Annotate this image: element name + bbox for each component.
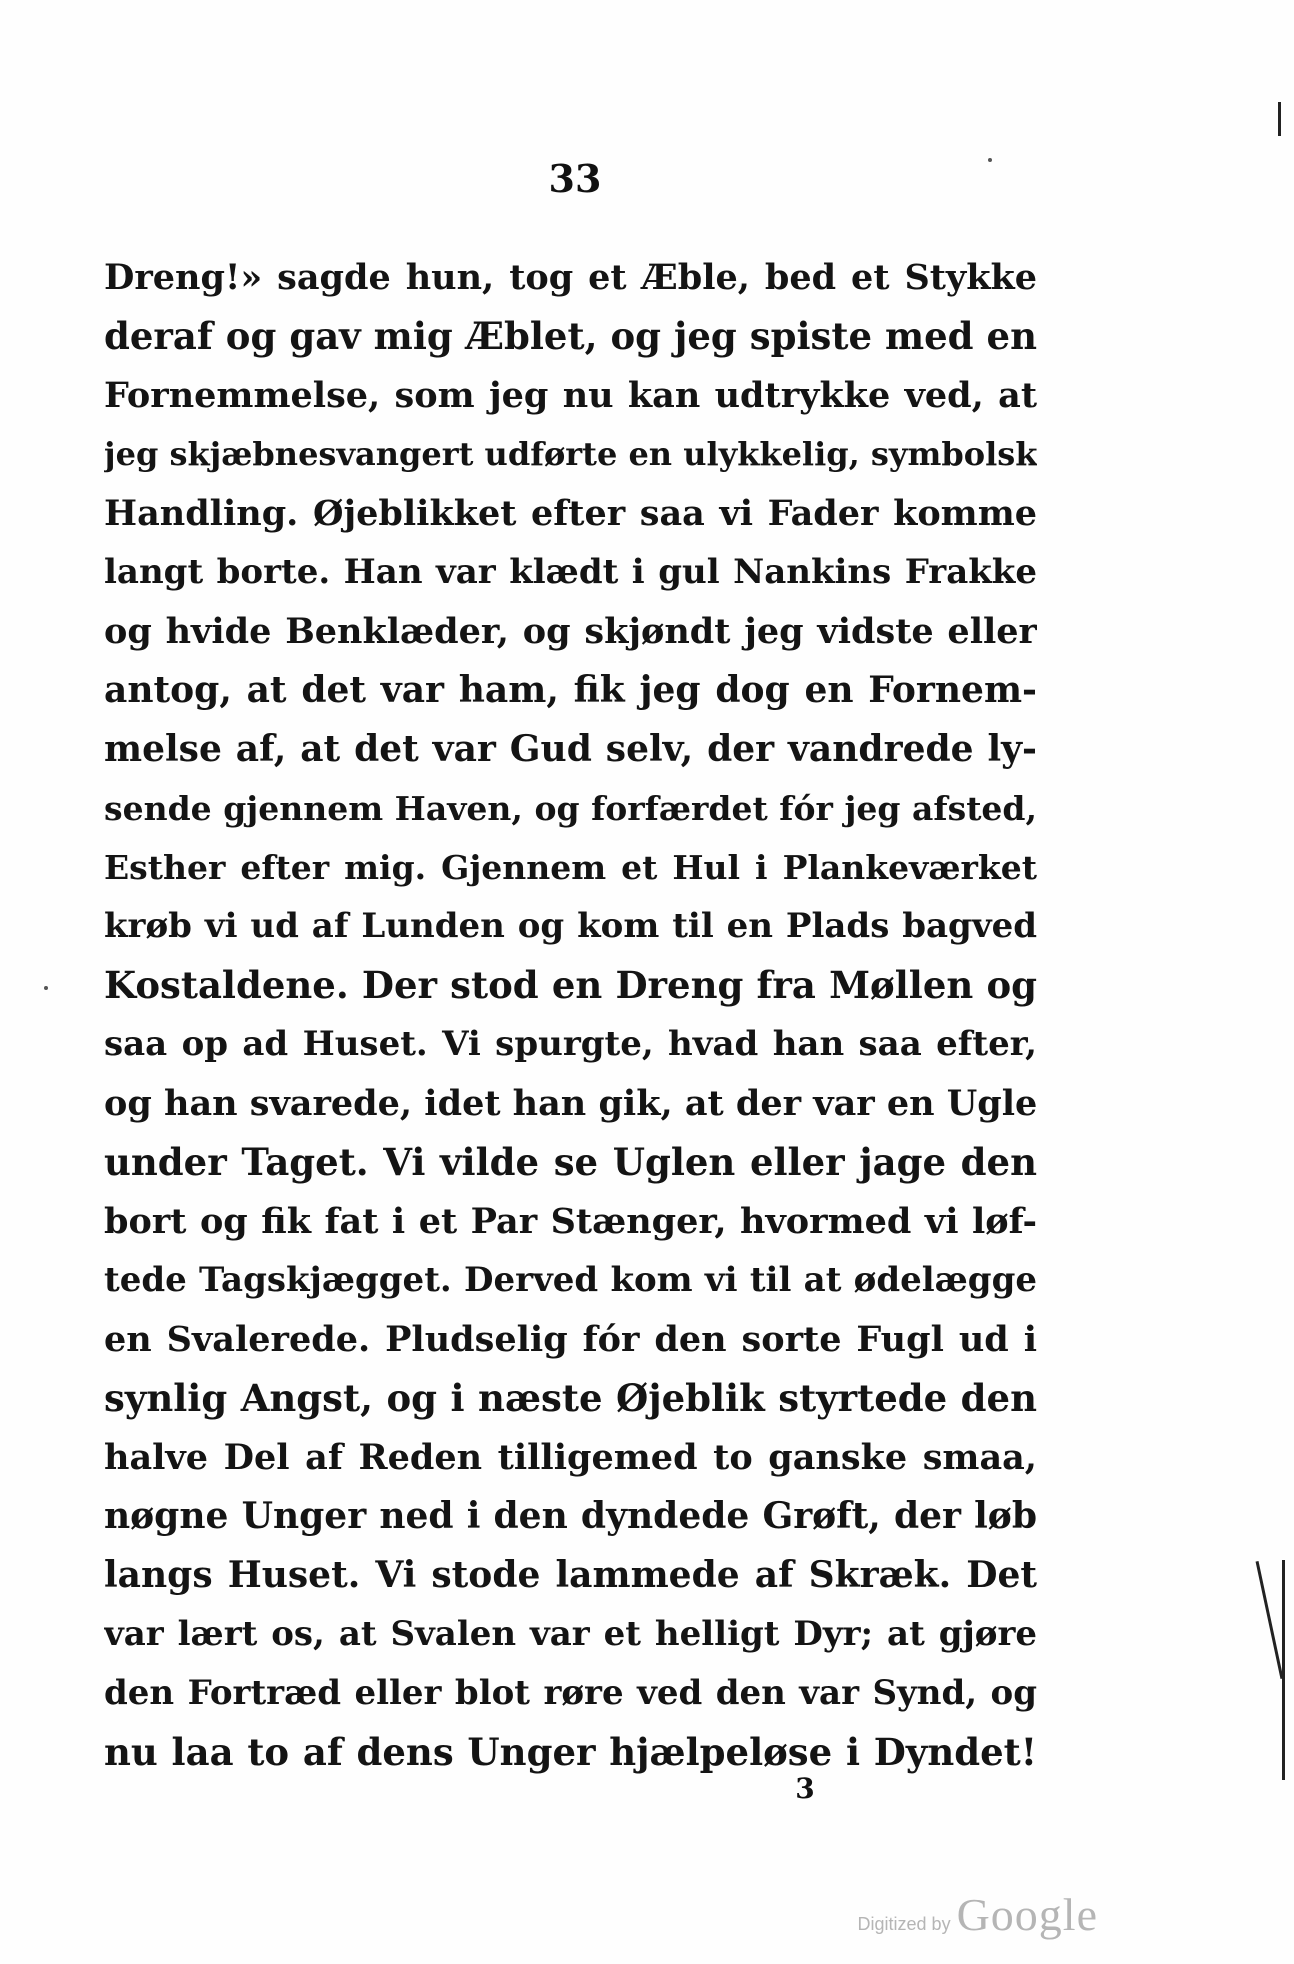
text-line: nu laa to af dens Unger hjælpeløse i Dyndet!	[104, 1730, 1037, 1774]
text-line: melse af, at det var Gud selv, der vandrede ly-	[104, 728, 1037, 770]
text-line: den Fortræd eller blot røre ved den var Synd, og	[104, 1673, 1037, 1713]
margin-scan-mark	[1278, 102, 1281, 136]
text-line: nøgne Unger ned i den dyndede Grøft, der løb	[104, 1495, 1037, 1537]
text-line: Esther efter mig. Gjennem et Hul i Plankeværket	[104, 848, 1037, 887]
text-line: halve Del af Reden tilligemed to ganske smaa,	[104, 1437, 1037, 1478]
body-text	[104, 248, 1037, 1782]
text-line: sende gjennem Haven, og forfærdet fór jeg afsted,	[104, 789, 1037, 828]
page-number: 33	[548, 156, 602, 201]
text-line: langt borte. Han var klædt i gul Nankins Frakke	[104, 552, 1037, 592]
text-line: og han svarede, idet han gik, at der var en Ugle	[104, 1083, 1037, 1124]
text-line: deraf og gav mig Æblet, og jeg spiste med en	[104, 314, 1037, 358]
watermark-brand: Google	[956, 1889, 1098, 1940]
text-line: og hvide Benklæder, og skjøndt jeg vidste eller	[104, 611, 1037, 652]
text-line: saa op ad Huset. Vi spurgte, hvad han saa efter,	[104, 1024, 1037, 1064]
text-line: Handling. Øjeblikket efter saa vi Fader komme	[104, 493, 1037, 534]
signature-mark: 3	[795, 1772, 815, 1805]
text-line: antog, at det var ham, fik jeg dog en Fornem-	[104, 669, 1037, 711]
text-line: Dreng!» sagde hun, tog et Æble, bed et Stykke	[104, 257, 1037, 298]
text-line: Kostaldene. Der stod en Dreng fra Møllen og	[104, 963, 1037, 1007]
text-line: var lært os, at Svalen var et helligt Dyr; at gjøre	[104, 1614, 1037, 1654]
margin-scan-mark	[1282, 1560, 1285, 1780]
text-line: under Taget. Vi vilde se Uglen eller jage den	[104, 1140, 1037, 1184]
text-line: jeg skjæbnesvangert udførte en ulykkelig, symbolsk	[104, 435, 1037, 473]
text-line: tede Tagskjægget. Derved kom vi til at ødelægge	[104, 1260, 1037, 1300]
text-line: en Svalerede. Pludselig fór den sorte Fugl ud i	[104, 1319, 1037, 1360]
text-line: synlig Angst, og i næste Øjeblik styrtede den	[104, 1376, 1037, 1420]
text-line: Fornemmelse, som jeg nu kan udtrykke ved, at	[104, 375, 1037, 416]
scan-speck	[988, 158, 992, 162]
digitized-watermark	[858, 1888, 1098, 1941]
margin-scan-mark	[1256, 1561, 1284, 1679]
scan-speck	[44, 986, 48, 990]
watermark-prefix: Digitized by	[857, 1914, 951, 1934]
text-line: langs Huset. Vi stode lammede af Skræk. Det	[104, 1554, 1037, 1596]
text-line: krøb vi ud af Lunden og kom til en Plads bagved	[104, 906, 1037, 946]
text-line: bort og fik fat i et Par Stænger, hvormed vi løf-	[104, 1201, 1037, 1242]
